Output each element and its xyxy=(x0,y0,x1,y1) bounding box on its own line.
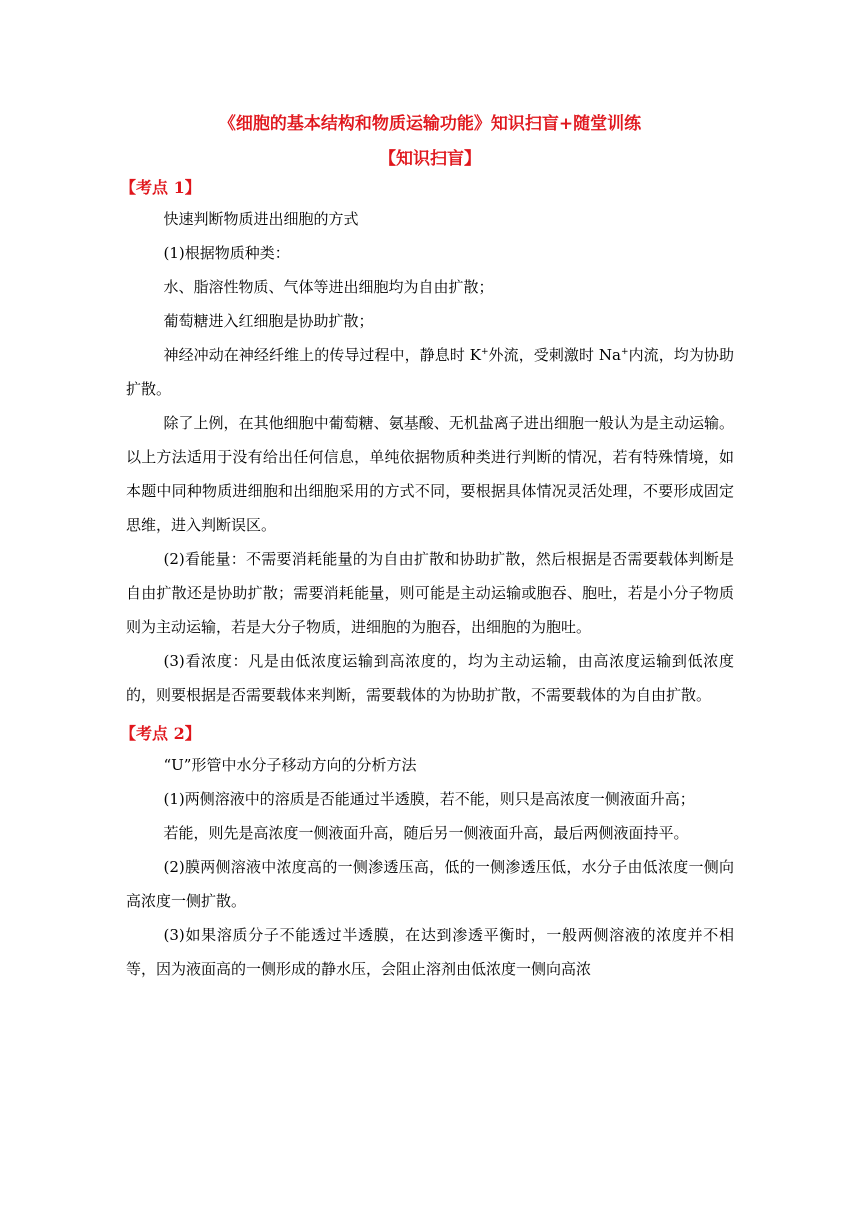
paragraph: (2)看能量：不需要消耗能量的为自由扩散和协助扩散，然后根据是否需要载体判断是自由扩散还是协助扩散；需要消耗能量，则可能是主动运输或胞吞、胞吐，若是小分子物质则为主动运输，若是大分子物质，进细胞的为胞吞，出细胞的为胞吐。 xyxy=(126,550,734,636)
section-title: 【知识扫盲】 xyxy=(379,149,481,169)
nerve-text-start: 神经冲动在神经纤维上的传导过程中，静息时 K xyxy=(163,346,481,364)
paragraph: 除了上例，在其他细胞中葡萄糖、氨基酸、无机盐离子进出细胞一般认为是主动运输。以上方法适用于没有给出任何信息，单纯依据物质种类进行判断的情况，若有特殊情境，如本题中同种物质进细胞和出细胞采用的方式不同，要根据具体情况灵活处理，不要形成固定思维，进入判断误区。 xyxy=(126,414,734,534)
paragraph: “U”形管中水分子移动方向的分析方法 xyxy=(163,756,417,774)
paragraph: 葡萄糖进入红细胞是协助扩散； xyxy=(163,312,374,330)
paragraph: 快速判断物质进出细胞的方式 xyxy=(163,210,359,228)
sodium-charge: + xyxy=(620,347,629,357)
potassium-charge: + xyxy=(480,347,489,357)
nerve-impulse-paragraph xyxy=(126,338,734,406)
point-2-heading: 【考点 2】 xyxy=(120,724,201,743)
document-body xyxy=(120,176,734,986)
document-title: 《细胞的基本结构和物质运输功能》知识扫盲+随堂训练 xyxy=(218,114,642,134)
paragraph: (3)看浓度：凡是由低浓度运输到高浓度的，均为主动运输，由高浓度运输到低浓度的，则要根据是否需要载体来判断，需要载体的为协助扩散，不需要载体的为自由扩散。 xyxy=(126,652,734,704)
paragraph: (1)两侧溶液中的溶质是否能通过半透膜，若不能，则只是高浓度一侧液面升高； xyxy=(163,790,695,808)
paragraph: 若能，则先是高浓度一侧液面升高，随后另一侧液面升高，最后两侧液面持平。 xyxy=(163,824,689,842)
paragraph: (1)根据物质种类： xyxy=(163,244,290,262)
paragraph: 水、脂溶性物质、气体等进出细胞均为自由扩散； xyxy=(163,278,494,296)
point-1-heading: 【考点 1】 xyxy=(120,178,201,197)
paragraph: (3)如果溶质分子不能透过半透膜，在达到渗透平衡时，一般两侧溶液的浓度并不相等，因为液面高的一侧形成的静水压，会阻止溶剂由低浓度一侧向高浓 xyxy=(126,926,734,978)
nerve-text-end: 内流，均为协助扩散。 xyxy=(126,346,734,398)
paragraph: (2)膜两侧溶液中浓度高的一侧渗透压高，低的一侧渗透压低，水分子由低浓度一侧向高浓度一侧扩散。 xyxy=(126,858,734,910)
nerve-text-middle: 外流，受刺激时 Na xyxy=(488,346,621,364)
